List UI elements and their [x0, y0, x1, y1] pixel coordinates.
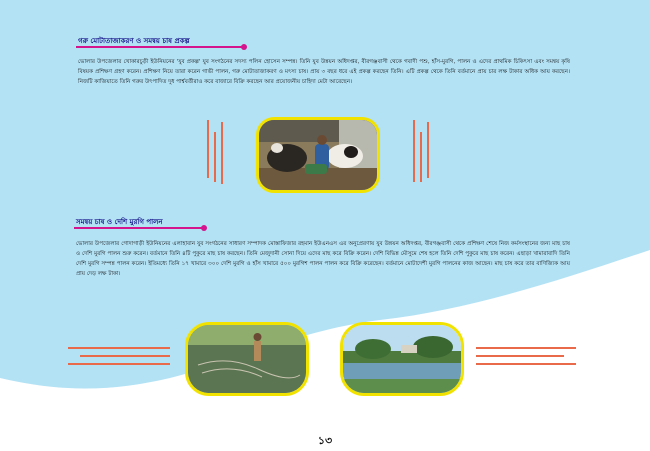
decorative-bar: [221, 122, 223, 184]
decorative-bar: [68, 347, 170, 349]
decorative-bar: [476, 347, 576, 349]
decorative-bar: [214, 132, 216, 182]
decorative-bar: [427, 122, 429, 178]
decorative-bar: [420, 132, 422, 182]
section-2-heading-underline: [74, 227, 204, 229]
section-1-heading: গরু মোটাতাজাকরণ ও সমন্বয় চাষ প্রকল্প: [78, 37, 190, 45]
section-2-heading: সমন্বয় চাষ ও দেশি মুরগি পালন: [76, 218, 163, 226]
decorative-bar: [413, 120, 415, 182]
section-1-heading-underline: [76, 46, 244, 48]
section-2-paragraph: ভোলার উপজেলার গোদাগাড়ী ইউনিয়নের এলাহাবান যুব সংগঠনের সাধারণ সম্পাদক মোস্তাফিজার রহমান ইউএনএস এর অনুপ্রেরণায় যুব উন্নয়ন অধিদপ্তর, বীরগঞ্জবাসী থেকে প্রশিক্ষণ শেষে নিজ কর্মসংস্থানের জন্য মাছ চাষ ও দেশি মুরগি পালন শুরু করেন। বর্তমানে তিনি ৪টি পুকুরে মাছ চাষ করছেন। তিনি মেজুদানী সোনা দিয়ে এদের মাছ করে বিক্রি করেন। দেশি বিভিন্ন মৌসুমে শেষ হলে তিনি দেশি পুকুরে মাছ চাষ করেন। এছাড়া খামারাবাদি তিনি দেশি মুরগি সম্পন্ন পালন করেন। ইতিমধ্যে তিনি ১৭ খামারে ৩০০ দেশি মুরগি ও হাঁস খামারে ৫০০ মুরগিশ পালন পালন করে বিক্রি করেছেন। বর্তমানে মোটাদেশী মুরগি পালনের কাজ আছেন। মাছ চাষ করে তার বাণিজ্যিক আয় প্রায় দেড় লক্ষ টাকা।: [76, 241, 570, 277]
dairy-farm-photo: [256, 117, 380, 193]
page-number: ১৩: [317, 434, 333, 447]
decorative-bar: [476, 363, 576, 365]
pond-landscape-photo: [340, 322, 464, 396]
decorative-bar: [476, 355, 564, 357]
decorative-bar: [207, 120, 209, 178]
decorative-bar: [68, 363, 170, 365]
section-1-paragraph: ভোলার উপজেলার খোকারচুড়ী ইউনিয়নের 'যুব প্রকল্প' যুব সংগঠনের সদস্য পলিন হোসেন সম্পন্ন। তিনি যুব উন্নয়ন অধিদপ্তর, বীরগঞ্জবাসী থেকে গবাদী পশু, হাঁস-মুরগি, পালন ও এদের প্রাথমিক চিকিৎসা এবং সমন্বয় কৃষি বিষয়ক প্রশিক্ষণ গ্রহণ করেন। প্রশিক্ষণ নিয়ে তারা করেন গাভী পালন, গরু মোটাতাজাকরণ ও মৎস্য চাষ। প্রায় ৩ বছর ধরে এই প্রকল্প করছেন তিনি। এটি প্রকল্প থেকে তিনি বর্তমানে প্রায় চার লক্ষ টাকার অধিক আয় করছেন। নিজটি কাজিয়াতে তিনি গরুর উৎপাদিত দুধ পার্শ্ববর্তীরাও করে বাজারে বিক্রি করছেন আর প্রয়োজনীয় চাহিদা মেটা আরেছেন।: [78, 59, 570, 85]
fish-pond-photo: [185, 322, 309, 396]
decorative-bar: [80, 355, 170, 357]
